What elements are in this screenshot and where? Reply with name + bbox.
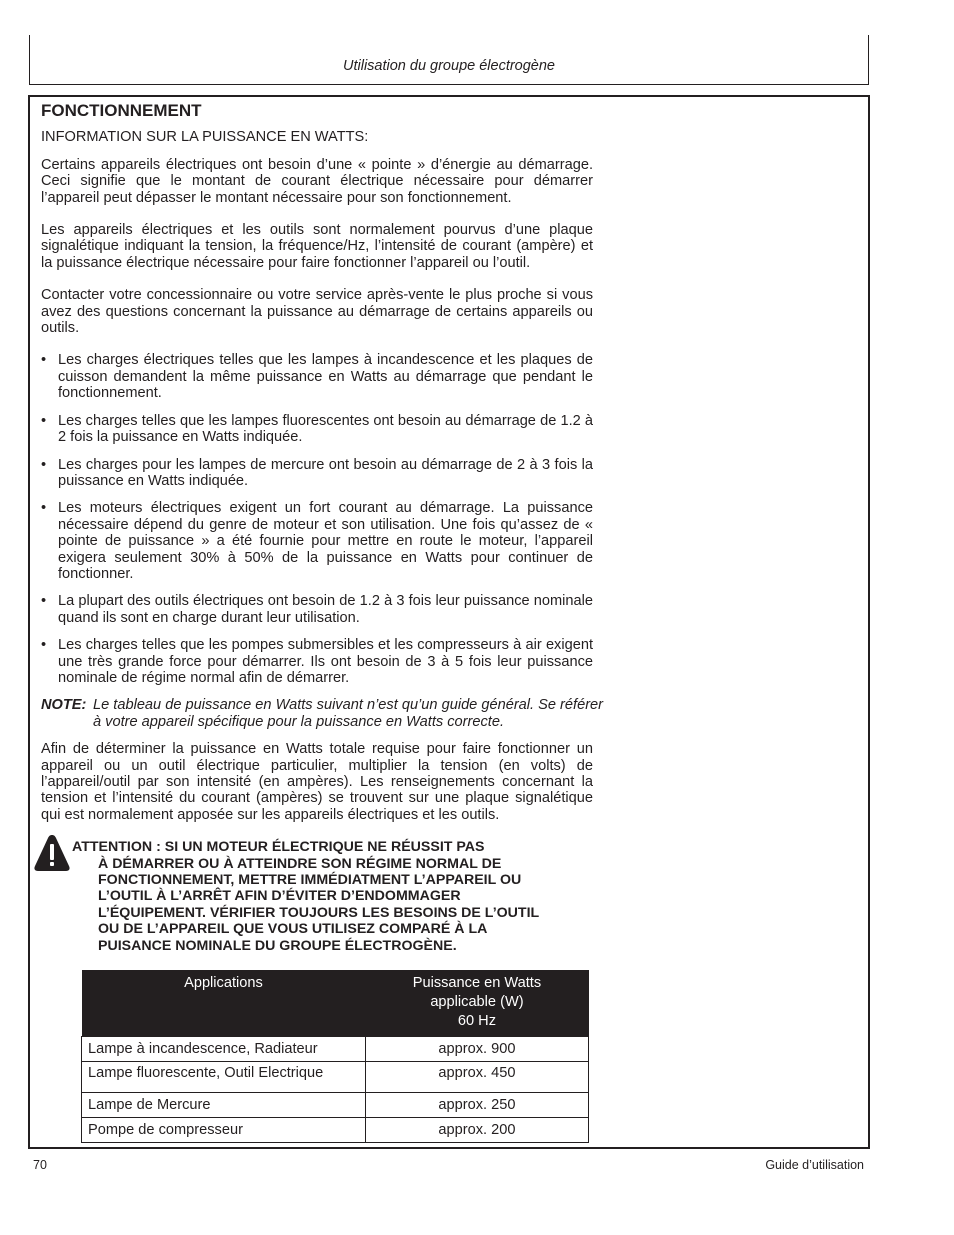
bullet-marker: • xyxy=(41,500,47,517)
warning-triangle-icon xyxy=(33,833,71,873)
warning-text xyxy=(72,839,592,954)
paragraph: Certains appareils électriques ont besoin d’une « pointe » d’énergie au démarrage. Ceci signifie que le montant de courant électrique nécessaire pour démarrer l’appareil peut dépasser le montant nécessaire pour son fonctionnement. xyxy=(41,156,593,206)
list-item xyxy=(41,352,593,401)
paragraph: Contacter votre concessionnaire ou votre service après-vente le plus proche si vous avez des questions concernant la puissance au démarrage de certains appareils ou outils. xyxy=(41,287,593,337)
list-item xyxy=(41,637,593,686)
note-text: Le tableau de puissance en Watts suivant n’est qu’un guide général. Se référer à votre appareil spécifique pour la puissance en Watts correcte. xyxy=(93,697,604,730)
wattage-table xyxy=(81,970,589,1143)
list-item-text: Les charges électriques telles que les lampes à incandescence et les plaques de cuisson demandent la même puissance en Watts au démarrage que pendant le fonctionnement. xyxy=(58,352,593,402)
column-header-watts-line: Puissance en Watts xyxy=(412,975,542,991)
warning-line: FONCTIONNEMENT, METTRE IMMÉDIATMENT L’APPAREIL OU xyxy=(98,872,522,889)
column-header-watts-line: 60 Hz xyxy=(457,1013,497,1029)
table-cell-application: Pompe de compresseur xyxy=(82,1118,366,1143)
content-frame xyxy=(28,95,870,1149)
warning-line: ATTENTION : SI UN MOTEUR ÉLECTRIQUE NE RÉUSSIT PAS xyxy=(72,839,485,856)
bullet-marker: • xyxy=(41,593,47,610)
warning-line: À DÉMARRER OU À ATTEINDRE SON RÉGIME NORMAL DE xyxy=(98,855,502,872)
warning-line: L’ÉQUIPEMENT. VÉRIFIER TOUJOURS LES BESOINS DE L’OUTIL xyxy=(98,904,540,921)
column-header-applications: Applications xyxy=(82,970,366,1037)
table-row xyxy=(82,1062,589,1093)
column-header-watts xyxy=(365,970,588,1037)
section-subtitle: INFORMATION SUR LA PUISSANCE EN WATTS: xyxy=(41,129,369,146)
list-item-text: Les charges telles que les pompes submersibles et les compresseurs à air exigent une très grande force pour démarrer. Ils ont besoin de 3 à 5 fois leur puissance nominale de régime normal afin de démarrer. xyxy=(58,637,593,686)
list-item-text: Les charges telles que les lampes fluorescentes ont besoin au démarrage de 1.2 à 2 fois la puissance en Watts indiquée. xyxy=(58,412,593,446)
list-item-text: La plupart des outils électriques ont besoin de 1.2 à 3 fois leur puissance nominale quand ils sont en charge durant leur utilisation. xyxy=(58,593,593,626)
column-header-watts-line: applicable (W) xyxy=(430,994,524,1010)
paragraph: Afin de déterminer la puissance en Watts totale requise pour faire fonctionner un appareil ou un outil électrique particulier, multiplier la tension (en volts) de l’appareil/outil par son intensité (en ampères). Les renseignements concernant la tension et l’intensité du courant (ampères) se trouvent sur une plaque signalétique qui est normalement apposée sur les appareils électriques et les outils. xyxy=(41,741,593,823)
warning-line: PUISANCE NOMINALE DU GROUPE ÉLECTROGÈNE. xyxy=(98,937,457,954)
bullet-marker: • xyxy=(41,637,47,654)
table-cell-watts: approx. 200 xyxy=(365,1118,588,1143)
note xyxy=(41,697,605,730)
document-name: Guide d’utilisation xyxy=(765,1158,864,1172)
table-row xyxy=(82,1037,589,1062)
bullet-marker: • xyxy=(41,456,47,473)
list-item xyxy=(41,500,593,582)
warning-line: OU DE L’APPAREIL QUE VOUS UTILISEZ COMPARÉ À LA xyxy=(98,921,488,938)
table-cell-application: Lampe à incandescence, Radiateur xyxy=(82,1037,366,1062)
bullet-marker: • xyxy=(41,412,47,429)
table-header-row xyxy=(82,970,589,1037)
list-item xyxy=(41,593,593,626)
list-item xyxy=(41,413,593,446)
page-number: 70 xyxy=(33,1158,47,1172)
list-item xyxy=(41,457,593,490)
table-cell-watts: approx. 250 xyxy=(365,1093,588,1118)
content-column xyxy=(41,101,604,954)
table-cell-application: Lampe de Mercure xyxy=(82,1093,366,1118)
table-cell-application: Lampe fluorescente, Outil Electrique xyxy=(82,1062,366,1093)
bullet-marker: • xyxy=(41,352,47,369)
paragraph: Les appareils électriques et les outils sont normalement pourvus d’une plaque signalétique indiquant la tension, la fréquence/Hz, l’intensité de courant (ampère) et la puissance électrique nécessaire pour faire fonctionner l’appareil ou l’outil. xyxy=(41,222,593,271)
section-title: FONCTIONNEMENT xyxy=(41,101,202,120)
note-label: NOTE: xyxy=(41,697,87,714)
list-item-text: Les moteurs électriques exigent un fort courant au démarrage. La puissance nécessaire dépend du genre de moteur et son utilisation. Une fois qu’assez de « pointe de puissance » a été fournie pour mettre en route le moteur, l’appareil exigera seulement 30% à 50% de la puissance en Watts pour continuer de fonctionner. xyxy=(58,500,593,582)
table-cell-watts: approx. 900 xyxy=(365,1037,588,1062)
page-header xyxy=(29,35,869,85)
list-item-text: Les charges pour les lampes de mercure ont besoin au démarrage de 2 à 3 fois la puissance en Watts indiquée. xyxy=(58,456,593,489)
bullet-list xyxy=(41,352,593,686)
warning-line: L’OUTIL À L’ARRÊT AFIN D’ÉVITER D’ENDOMMAGER xyxy=(98,888,461,905)
table-cell-watts: approx. 450 xyxy=(365,1062,588,1093)
table-row xyxy=(82,1093,589,1118)
header-title: Utilisation du groupe électrogène xyxy=(343,58,555,74)
warning-block xyxy=(41,839,593,954)
table-row xyxy=(82,1118,589,1143)
